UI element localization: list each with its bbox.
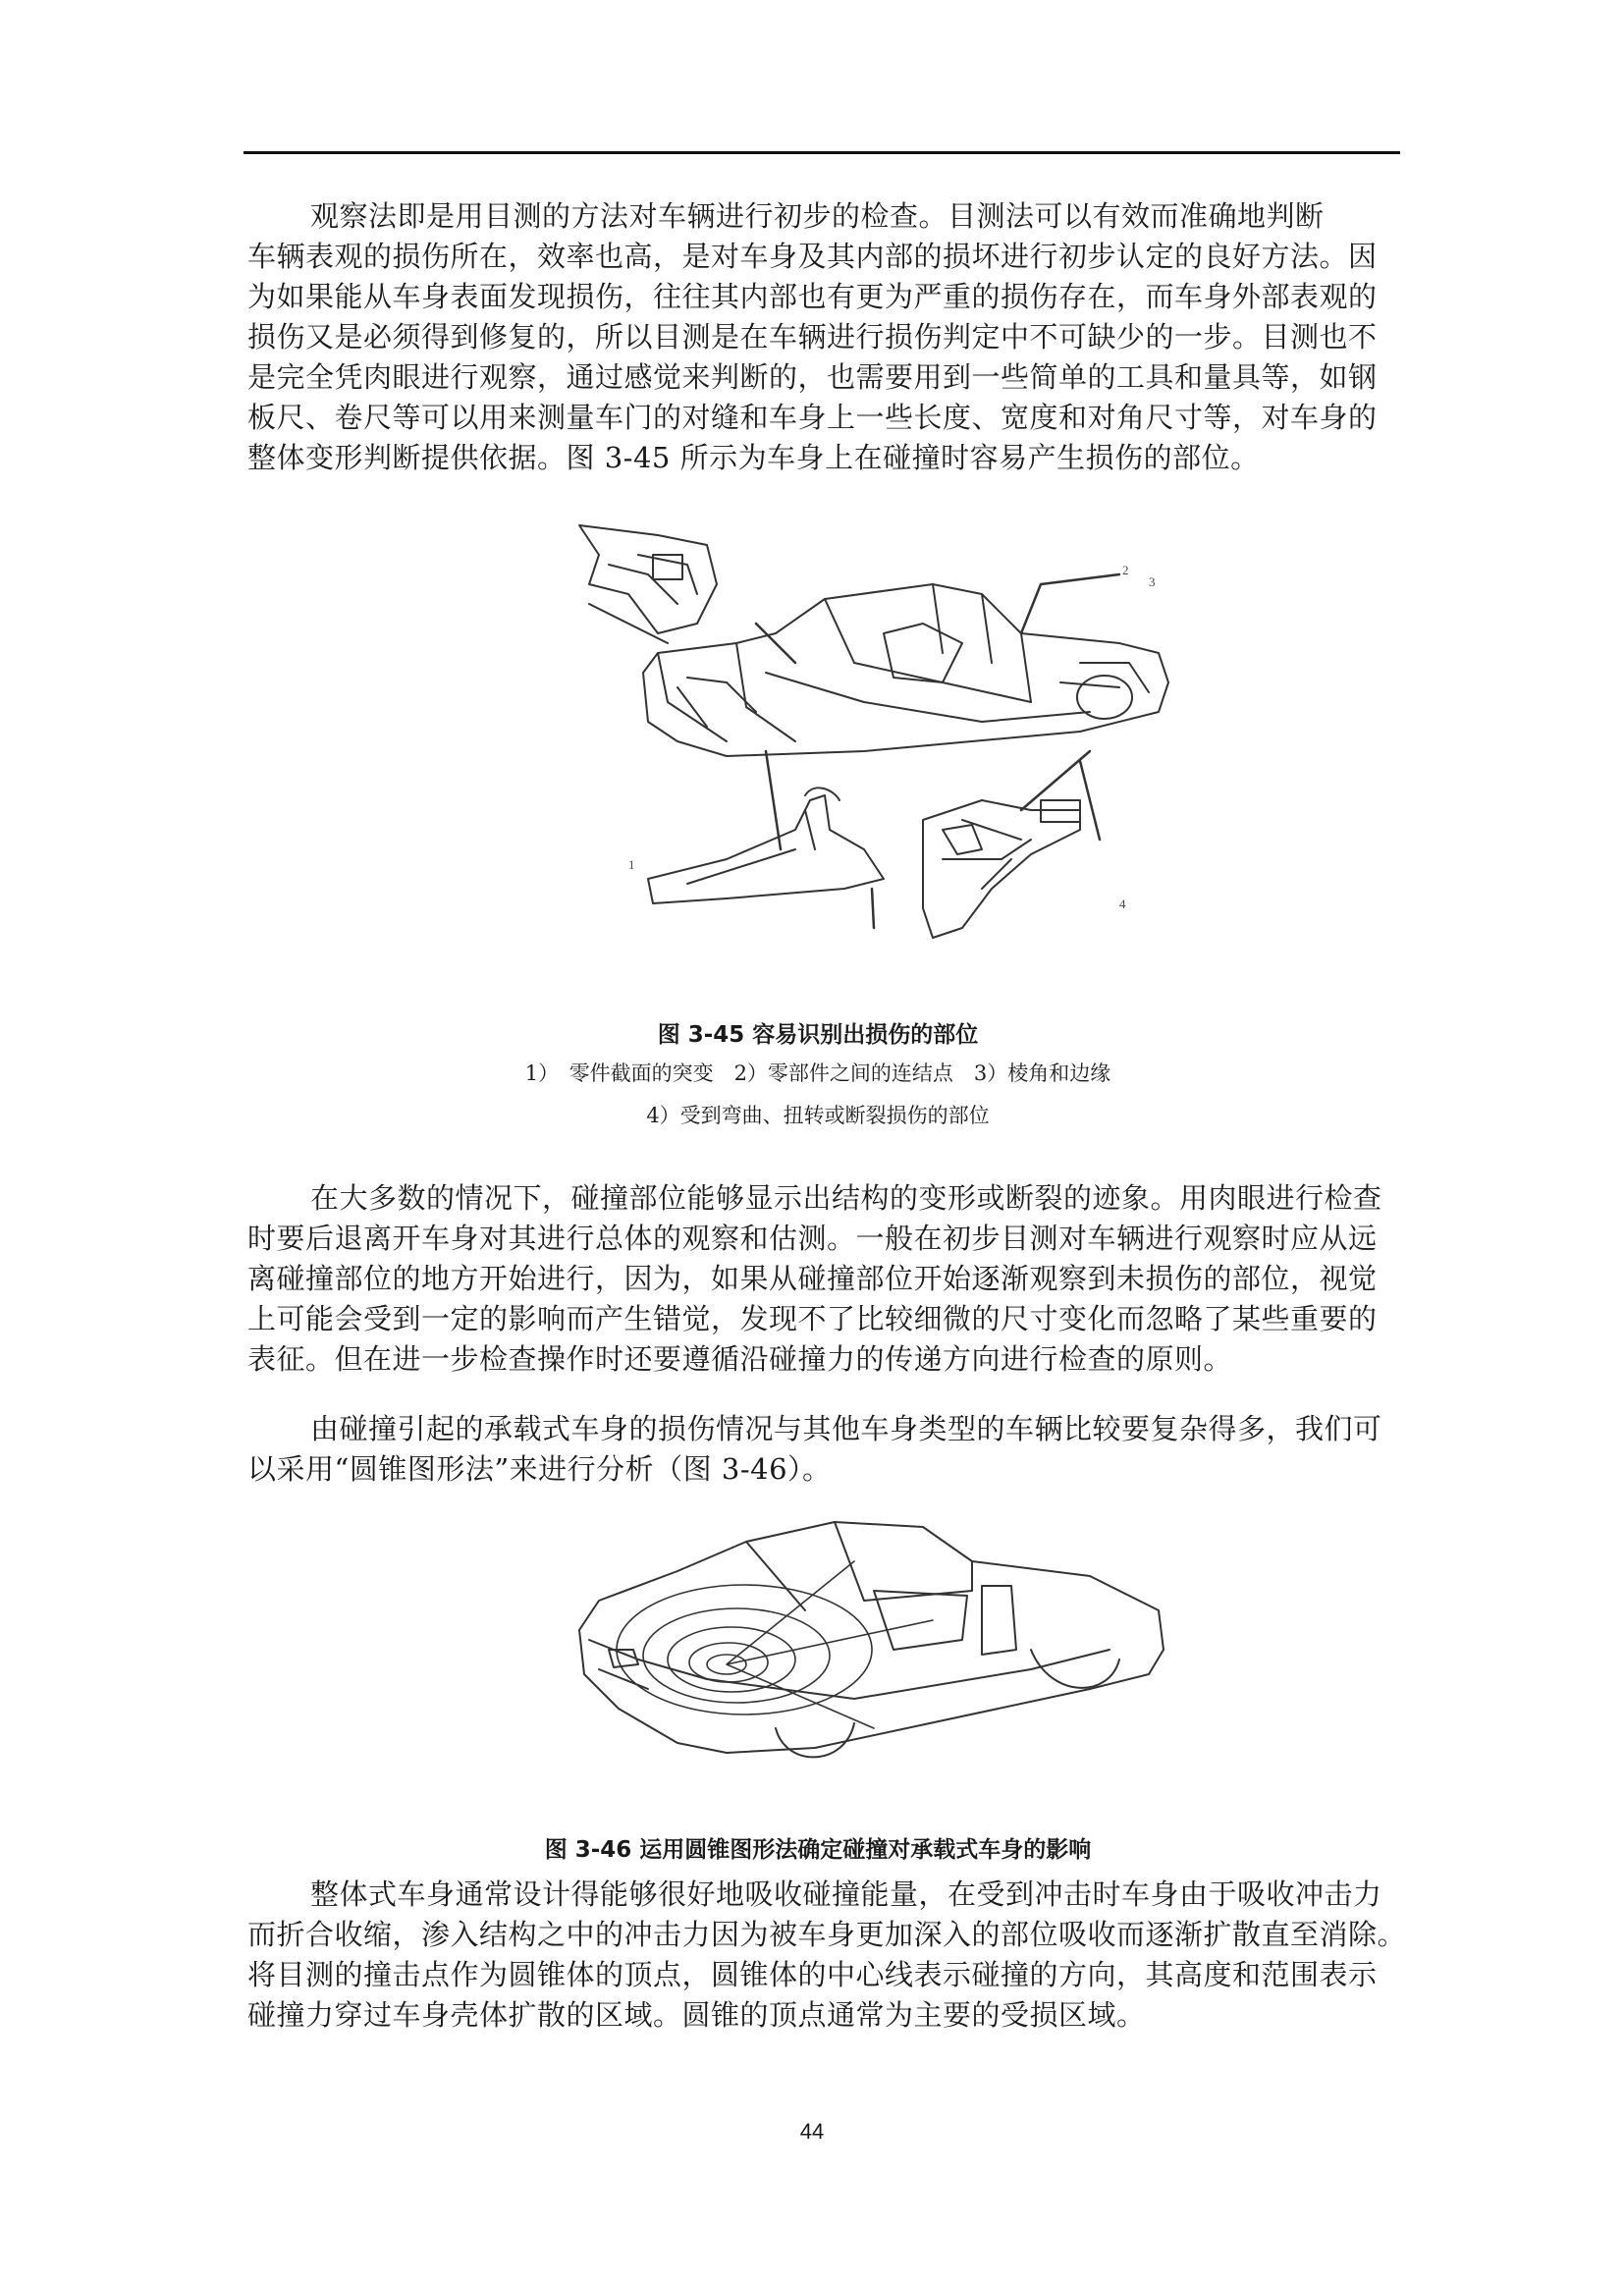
text-line: 而折合收缩，渗入结构之中的冲击力因为被车身更加深入的部位吸收而逐渐扩散直至消除。 <box>247 1918 1407 1951</box>
text-line: 板尺、卷尺等可以用来测量车门的对缝和车身上一些长度、宽度和对角尺寸等，对车身的 <box>247 401 1378 434</box>
text-line: 车辆表观的损伤所在，效率也高，是对车身及其内部的损坏进行初步认定的良好方法。因 <box>247 240 1378 273</box>
main-car-body-shell-drawing <box>643 584 1168 756</box>
figure-3-45-car-body-damage-points <box>569 516 1198 957</box>
paragraph-cone-method-intro <box>247 1409 1388 1490</box>
figure-3-45-caption-line: 1） 零件截面的突变 2）零部件之间的连结点 3）棱角和边缘 <box>524 1061 1111 1085</box>
text-line: 为如果能从车身表面发现损伤，往往其内部也有更为严重的损伤存在，而车身外部表观的 <box>247 280 1378 313</box>
text-line: 观察法即是用目测的方法对车辆进行初步的检查。目测法可以有效而准确地判断 <box>310 199 1325 233</box>
figure-3-46-cone-method-car <box>560 1502 1188 1787</box>
paragraph-observation-method <box>247 196 1388 478</box>
pointer-arrows <box>756 574 1119 928</box>
text-line: 整体变形判断提供依据。图 3-45 所示为车身上在碰撞时容易产生损伤的部位。 <box>247 441 1260 474</box>
text-line: 整体式车身通常设计得能够很好地吸收碰撞能量，在受到冲击时车身由于吸收冲击力 <box>310 1877 1382 1911</box>
figure-label-4: 4 <box>1119 897 1126 911</box>
inset-front-rail-drawing <box>648 788 884 903</box>
inset-engine-bay-drawing <box>579 525 717 643</box>
figure-label-2: 2 <box>1122 563 1129 577</box>
text-line: 时要后退离开车身对其进行总体的观察和估测。一般在初步目测对车辆进行观察时应从远 <box>247 1222 1378 1255</box>
text-line: 离碰撞部位的地方开始进行，因为，如果从碰撞部位开始逐渐观察到未损伤的部位，视觉 <box>247 1262 1378 1295</box>
figure-label-3: 3 <box>1149 574 1156 589</box>
car-outline-drawing <box>579 1522 1164 1757</box>
paragraph-damage-inspection <box>247 1178 1388 1380</box>
text-line: 碰撞力穿过车身壳体扩散的区域。圆锥的顶点通常为主要的受损区域。 <box>247 1998 1146 2032</box>
inset-rear-sill-drawing <box>923 800 1080 938</box>
text-line: 损伤又是必须得到修复的，所以目测是在车辆进行损伤判定中不可缺少的一步。目测也不 <box>247 320 1378 354</box>
figure-3-46-caption-title: 图 3-46 运用圆锥图形法确定碰撞对承载式车身的影响 <box>544 1837 1092 1863</box>
text-line: 是完全凭肉眼进行观察，通过感觉来判断的，也需要用到一些简单的工具和量具等，如钢 <box>247 360 1378 394</box>
figure-3-45-caption-title: 图 3-45 容易识别出损伤的部位 <box>657 1022 979 1048</box>
figure-3-45-caption-line: 4）受到弯曲、扭转或断裂损伤的部位 <box>646 1104 990 1127</box>
page-number: 44 <box>799 2119 825 2144</box>
text-line: 表征。但在进一步检查操作时还要遵循沿碰撞力的传递方向进行检查的原则。 <box>247 1342 1233 1376</box>
text-line: 以采用“圆锥图形法”来进行分析（图 3-46）。 <box>247 1452 832 1486</box>
text-line: 由碰撞引起的承载式车身的损伤情况与其他车身类型的车辆比较要复杂得多，我们可 <box>310 1412 1382 1445</box>
header-rule <box>244 151 1400 154</box>
text-line: 在大多数的情况下，碰撞部位能够显示出结构的变形或断裂的迹象。用肉眼进行检查 <box>310 1181 1382 1215</box>
text-line: 上可能会受到一定的影响而产生错觉，发现不了比较细微的尺寸变化而忽略了某些重要的 <box>247 1302 1378 1335</box>
figure-label-1: 1 <box>628 857 635 872</box>
paragraph-unibody-energy-absorption <box>247 1875 1407 2036</box>
text-line: 将目测的撞击点作为圆锥体的顶点，圆锥体的中心线表示碰撞的方向，其高度和范围表示 <box>247 1958 1378 1991</box>
impact-cone-rings <box>617 1561 933 1728</box>
